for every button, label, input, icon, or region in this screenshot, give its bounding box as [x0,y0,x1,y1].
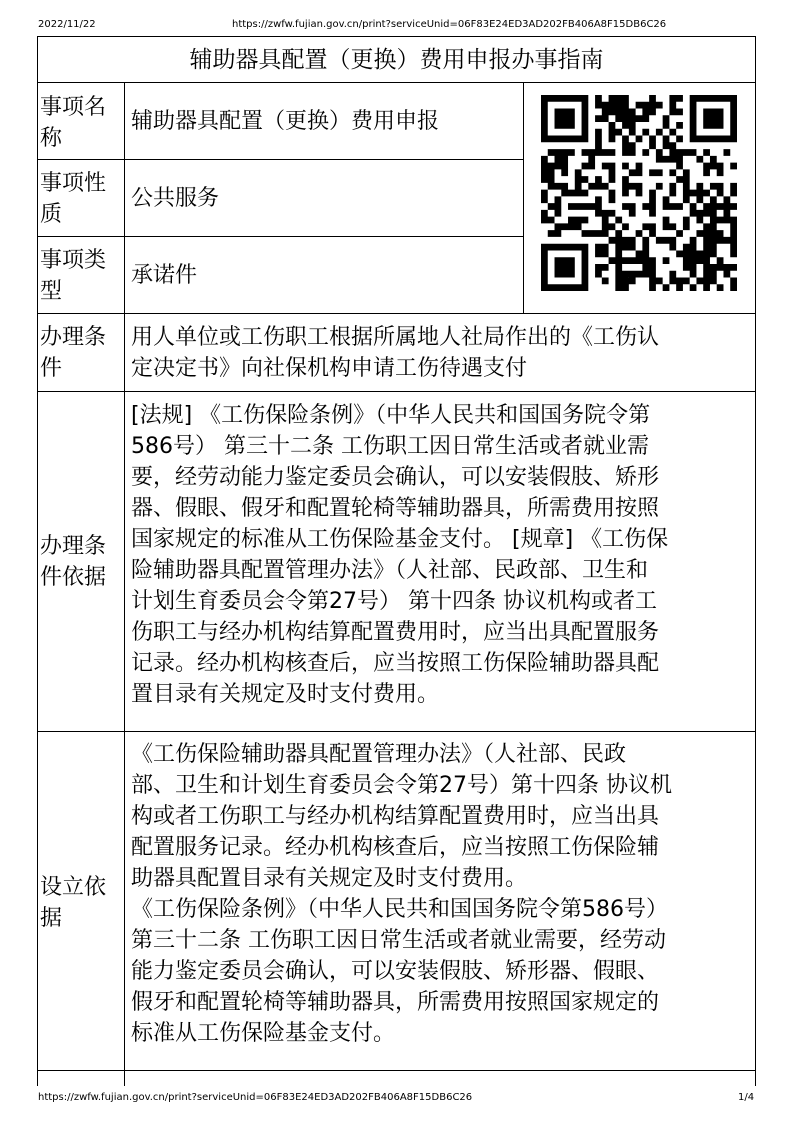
label-establish-basis: 设立依据 [40,875,107,931]
text-line: 《工伤保险辅助器具配置管理办法》（人社部、民政 [131,742,627,767]
text-line: 能力鉴定委员会确认，可以安装假肢、矫形器、假眼、 [131,959,660,984]
value-item-name: 辅助器具配置（更换）费用申报 [131,109,440,134]
row-divider [37,731,756,732]
text-line: 助器具配置目录有关规定及时支付费用。 [131,866,528,891]
text-line: 器、假眼、假牙和配置轮椅等辅助器具，所需费用按照 [131,496,660,521]
text-line: 置目录有关规定及时支付费用。 [131,682,440,707]
row-divider [37,82,756,83]
print-url-header: https://zwfw.fujian.gov.cn/print?serviceUnid=06F83E24ED3AD202FB406A8F15DB6C26 [232,19,667,30]
label-item-type: 事项类型 [40,248,107,304]
text-line: 配置服务记录。经办机构核查后，应当按照工伤保险辅 [131,835,660,860]
value-item-type: 承诺件 [131,263,198,288]
label-item-name: 事项名称 [40,95,107,151]
text-line: 国家规定的标准从工伤保险基金支付。 [规章] 《工伤保 [131,527,669,552]
page-number: 1/4 [738,1092,755,1103]
label-item-nature: 事项性质 [40,171,107,227]
value-conditions [131,322,751,384]
text-line: 第三十二条 工伤职工因日常生活或者就业需要，经劳动 [131,928,666,953]
row-divider [37,1070,756,1071]
text-line: 《工伤保险条例》（中华人民共和国国务院令第586号） [131,897,668,922]
print-date: 2022/11/22 [38,19,96,30]
value-establish-basis [131,739,751,1049]
text-line: 用人单位或工伤职工根据所属地人社局作出的《工伤认 [131,325,660,350]
column-divider [124,82,125,1086]
value-condition-basis [131,400,751,710]
qr-code-icon [541,95,737,291]
label-conditions: 办理条件 [40,325,107,381]
value-item-nature: 公共服务 [131,186,220,211]
text-line: 记录。经办机构核查后，应当按照工伤保险辅助器具配 [131,651,660,676]
text-line: 标准从工伤保险基金支付。 [131,1021,396,1046]
row-divider [37,159,523,160]
text-line: 计划生育委员会令第27号） 第十四条 协议机构或者工 [131,589,657,614]
row-divider [37,313,756,314]
row-divider [37,391,756,392]
page-title: 辅助器具配置（更换）费用申报办事指南 [189,47,604,73]
row-divider [37,236,523,237]
text-line: 部、卫生和计划生育委员会令第27号）第十四条 协议机 [131,773,672,798]
text-line: 险辅助器具配置管理办法》（人社部、民政部、卫生和 [131,558,649,583]
text-line: 定决定书》向社保机构申请工伤待遇支付 [131,356,528,381]
text-line: [法规] 《工伤保险条例》（中华人民共和国国务院令第 [131,403,651,428]
column-divider [523,82,524,313]
text-line: 要，经劳动能力鉴定委员会确认，可以安装假肢、矫形 [131,465,660,490]
text-line: 假牙和配置轮椅等辅助器具，所需费用按照国家规定的 [131,990,660,1015]
text-line: 构或者工伤职工与经办机构结算配置费用时，应当出具 [131,804,660,829]
text-line: 586号） 第三十二条 工伤职工因日常生活或者就业需 [131,434,649,459]
text-line: 伤职工与经办机构结算配置费用时，应当出具配置服务 [131,620,660,645]
print-url-footer: https://zwfw.fujian.gov.cn/print?serviceUnid=06F83E24ED3AD202FB406A8F15DB6C26 [38,1092,473,1103]
label-condition-basis: 办理条件依据 [40,534,107,590]
